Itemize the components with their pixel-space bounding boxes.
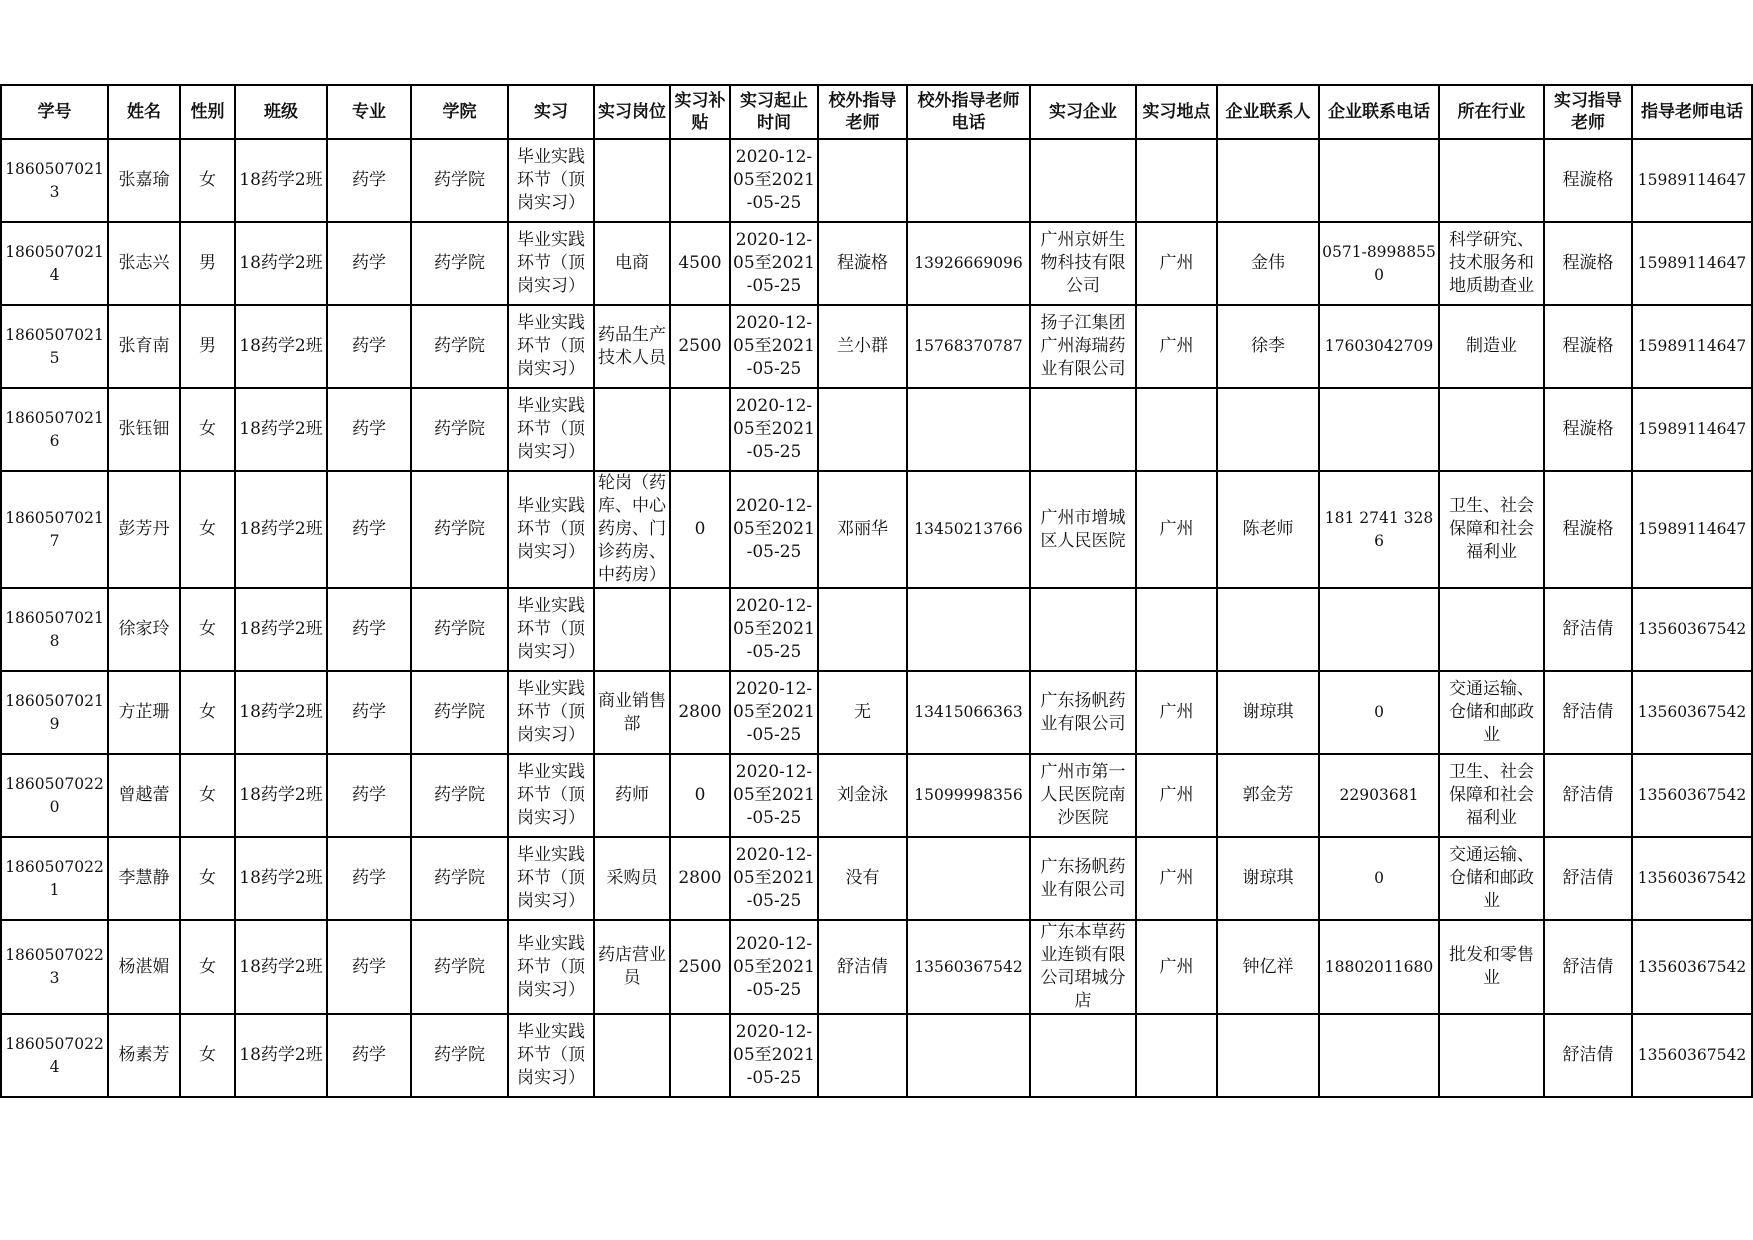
cell-place <box>1136 388 1217 471</box>
cell-period: 2020-12-05至2021-05-25 <box>730 222 818 305</box>
header-post: 实习岗位 <box>594 85 670 139</box>
cell-class: 18药学2班 <box>235 471 327 588</box>
cell-college: 药学院 <box>411 471 508 588</box>
cell-tutor: 程漩格 <box>1544 222 1632 305</box>
cell-company-phone: 0571-89988550 <box>1319 222 1439 305</box>
cell-class: 18药学2班 <box>235 139 327 222</box>
cell-company-phone <box>1319 388 1439 471</box>
header-company: 实习企业 <box>1030 85 1136 139</box>
cell-internship: 毕业实践环节（顶岗实习） <box>508 471 594 588</box>
cell-subsidy: 2800 <box>670 837 730 920</box>
cell-tutor: 舒洁倩 <box>1544 920 1632 1014</box>
cell-company-phone <box>1319 1014 1439 1097</box>
cell-tutor-phone: 15989114647 <box>1632 139 1752 222</box>
cell-tutor-phone: 13560367542 <box>1632 671 1752 754</box>
cell-external-tutor-phone <box>907 388 1030 471</box>
cell-name: 杨素芳 <box>108 1014 180 1097</box>
cell-class: 18药学2班 <box>235 837 327 920</box>
cell-sex: 男 <box>180 305 235 388</box>
cell-major: 药学 <box>327 305 411 388</box>
cell-post <box>594 588 670 671</box>
table-row <box>1 222 1752 305</box>
cell-place: 广州 <box>1136 305 1217 388</box>
cell-tutor-phone: 13560367542 <box>1632 920 1752 1014</box>
cell-industry <box>1439 388 1544 471</box>
cell-college: 药学院 <box>411 588 508 671</box>
cell-tutor: 程漩格 <box>1544 305 1632 388</box>
cell-post <box>594 388 670 471</box>
cell-period: 2020-12-05至2021-05-25 <box>730 671 818 754</box>
cell-sex: 女 <box>180 588 235 671</box>
cell-company-contact: 金伟 <box>1217 222 1319 305</box>
header-college: 学院 <box>411 85 508 139</box>
cell-student-id: 18605070215 <box>1 305 108 388</box>
cell-period: 2020-12-05至2021-05-25 <box>730 388 818 471</box>
cell-external-tutor: 没有 <box>818 837 907 920</box>
cell-internship: 毕业实践环节（顶岗实习） <box>508 837 594 920</box>
cell-student-id: 18605070213 <box>1 139 108 222</box>
cell-name: 张钰钿 <box>108 388 180 471</box>
cell-college: 药学院 <box>411 1014 508 1097</box>
cell-major: 药学 <box>327 388 411 471</box>
cell-company: 广州市第一人民医院南沙医院 <box>1030 754 1136 837</box>
cell-sex: 女 <box>180 139 235 222</box>
cell-company-contact: 谢琼琪 <box>1217 671 1319 754</box>
cell-tutor-phone: 15989114647 <box>1632 305 1752 388</box>
cell-subsidy: 2500 <box>670 920 730 1014</box>
cell-tutor-phone: 13560367542 <box>1632 588 1752 671</box>
cell-major: 药学 <box>327 1014 411 1097</box>
cell-subsidy <box>670 1014 730 1097</box>
cell-period: 2020-12-05至2021-05-25 <box>730 920 818 1014</box>
cell-college: 药学院 <box>411 139 508 222</box>
cell-name: 方芷珊 <box>108 671 180 754</box>
cell-student-id: 18605070224 <box>1 1014 108 1097</box>
cell-company-contact: 陈老师 <box>1217 471 1319 588</box>
cell-company-phone: 0 <box>1319 837 1439 920</box>
cell-class: 18药学2班 <box>235 920 327 1014</box>
cell-company-phone: 22903681 <box>1319 754 1439 837</box>
header-row <box>1 85 1752 139</box>
cell-place <box>1136 1014 1217 1097</box>
cell-company: 广东扬帆药业有限公司 <box>1030 837 1136 920</box>
cell-tutor: 舒洁倩 <box>1544 588 1632 671</box>
header-company-contact: 企业联系人 <box>1217 85 1319 139</box>
cell-sex: 女 <box>180 671 235 754</box>
cell-internship: 毕业实践环节（顶岗实习） <box>508 305 594 388</box>
cell-company-phone: 17603042709 <box>1319 305 1439 388</box>
cell-industry <box>1439 588 1544 671</box>
cell-external-tutor-phone <box>907 139 1030 222</box>
cell-place: 广州 <box>1136 671 1217 754</box>
cell-company-phone: 18802011680 <box>1319 920 1439 1014</box>
cell-internship: 毕业实践环节（顶岗实习） <box>508 754 594 837</box>
table-row <box>1 471 1752 588</box>
header-class: 班级 <box>235 85 327 139</box>
cell-industry: 交通运输、仓储和邮政业 <box>1439 671 1544 754</box>
cell-tutor: 程漩格 <box>1544 139 1632 222</box>
cell-post: 轮岗（药库、中心药房、门诊药房、中药房） <box>594 471 670 588</box>
cell-external-tutor <box>818 388 907 471</box>
cell-period: 2020-12-05至2021-05-25 <box>730 754 818 837</box>
cell-external-tutor: 刘金泳 <box>818 754 907 837</box>
cell-internship: 毕业实践环节（顶岗实习） <box>508 139 594 222</box>
cell-company: 广东本草药业连锁有限公司珺城分店 <box>1030 920 1136 1014</box>
cell-industry <box>1439 1014 1544 1097</box>
cell-post <box>594 1014 670 1097</box>
cell-company <box>1030 139 1136 222</box>
cell-sex: 男 <box>180 222 235 305</box>
header-tutor: 实习指导老师 <box>1544 85 1632 139</box>
cell-external-tutor <box>818 588 907 671</box>
cell-college: 药学院 <box>411 222 508 305</box>
cell-period: 2020-12-05至2021-05-25 <box>730 139 818 222</box>
cell-class: 18药学2班 <box>235 671 327 754</box>
cell-student-id: 18605070218 <box>1 588 108 671</box>
cell-industry: 卫生、社会保障和社会福利业 <box>1439 754 1544 837</box>
cell-company-contact <box>1217 588 1319 671</box>
header-industry: 所在行业 <box>1439 85 1544 139</box>
header-name: 姓名 <box>108 85 180 139</box>
header-external-tutor-phone: 校外指导老师电话 <box>907 85 1030 139</box>
table-row <box>1 588 1752 671</box>
cell-place: 广州 <box>1136 222 1217 305</box>
cell-tutor: 程漩格 <box>1544 471 1632 588</box>
cell-period: 2020-12-05至2021-05-25 <box>730 837 818 920</box>
cell-student-id: 18605070217 <box>1 471 108 588</box>
cell-post: 商业销售部 <box>594 671 670 754</box>
cell-external-tutor-phone <box>907 837 1030 920</box>
cell-place: 广州 <box>1136 837 1217 920</box>
cell-subsidy: 0 <box>670 754 730 837</box>
cell-tutor: 舒洁倩 <box>1544 754 1632 837</box>
cell-internship: 毕业实践环节（顶岗实习） <box>508 588 594 671</box>
cell-major: 药学 <box>327 471 411 588</box>
header-student-id: 学号 <box>1 85 108 139</box>
cell-tutor-phone: 13560367542 <box>1632 837 1752 920</box>
cell-tutor: 程漩格 <box>1544 388 1632 471</box>
cell-name: 彭芳丹 <box>108 471 180 588</box>
cell-college: 药学院 <box>411 754 508 837</box>
cell-company-contact <box>1217 388 1319 471</box>
cell-external-tutor-phone: 15768370787 <box>907 305 1030 388</box>
cell-period: 2020-12-05至2021-05-25 <box>730 588 818 671</box>
cell-external-tutor-phone: 13450213766 <box>907 471 1030 588</box>
cell-external-tutor-phone <box>907 588 1030 671</box>
cell-company <box>1030 1014 1136 1097</box>
cell-post: 药品生产技术人员 <box>594 305 670 388</box>
cell-tutor-phone: 13560367542 <box>1632 754 1752 837</box>
table-row <box>1 139 1752 222</box>
cell-external-tutor: 邓丽华 <box>818 471 907 588</box>
cell-name: 张志兴 <box>108 222 180 305</box>
internship-table <box>0 84 1753 1098</box>
cell-company-contact: 郭金芳 <box>1217 754 1319 837</box>
cell-company: 广东扬帆药业有限公司 <box>1030 671 1136 754</box>
cell-company: 广州京妍生物科技有限公司 <box>1030 222 1136 305</box>
header-period: 实习起止时间 <box>730 85 818 139</box>
cell-name: 杨湛媚 <box>108 920 180 1014</box>
cell-industry <box>1439 139 1544 222</box>
cell-class: 18药学2班 <box>235 1014 327 1097</box>
cell-external-tutor: 无 <box>818 671 907 754</box>
cell-post: 采购员 <box>594 837 670 920</box>
cell-student-id: 18605070216 <box>1 388 108 471</box>
cell-major: 药学 <box>327 139 411 222</box>
cell-major: 药学 <box>327 671 411 754</box>
header-sex: 性别 <box>180 85 235 139</box>
cell-company-phone: 181 2741 3286 <box>1319 471 1439 588</box>
cell-class: 18药学2班 <box>235 305 327 388</box>
cell-external-tutor <box>818 139 907 222</box>
cell-place <box>1136 139 1217 222</box>
cell-period: 2020-12-05至2021-05-25 <box>730 305 818 388</box>
cell-name: 曾越蕾 <box>108 754 180 837</box>
cell-college: 药学院 <box>411 920 508 1014</box>
header-place: 实习地点 <box>1136 85 1217 139</box>
cell-name: 李慧静 <box>108 837 180 920</box>
cell-internship: 毕业实践环节（顶岗实习） <box>508 222 594 305</box>
cell-period: 2020-12-05至2021-05-25 <box>730 1014 818 1097</box>
cell-name: 徐家玲 <box>108 588 180 671</box>
cell-major: 药学 <box>327 837 411 920</box>
cell-name: 张育南 <box>108 305 180 388</box>
cell-subsidy <box>670 588 730 671</box>
cell-company-contact <box>1217 139 1319 222</box>
cell-external-tutor <box>818 1014 907 1097</box>
cell-internship: 毕业实践环节（顶岗实习） <box>508 388 594 471</box>
cell-name: 张嘉瑜 <box>108 139 180 222</box>
cell-company-contact: 谢琼琪 <box>1217 837 1319 920</box>
cell-company-phone: 0 <box>1319 671 1439 754</box>
cell-period: 2020-12-05至2021-05-25 <box>730 471 818 588</box>
cell-external-tutor-phone: 15099998356 <box>907 754 1030 837</box>
header-internship: 实习 <box>508 85 594 139</box>
cell-company-contact <box>1217 1014 1319 1097</box>
cell-college: 药学院 <box>411 388 508 471</box>
header-company-phone: 企业联系电话 <box>1319 85 1439 139</box>
cell-post: 药店营业员 <box>594 920 670 1014</box>
cell-sex: 女 <box>180 471 235 588</box>
cell-college: 药学院 <box>411 305 508 388</box>
cell-class: 18药学2班 <box>235 222 327 305</box>
cell-sex: 女 <box>180 754 235 837</box>
cell-student-id: 18605070219 <box>1 671 108 754</box>
cell-student-id: 18605070220 <box>1 754 108 837</box>
cell-tutor: 舒洁倩 <box>1544 671 1632 754</box>
cell-college: 药学院 <box>411 837 508 920</box>
cell-tutor-phone: 15989114647 <box>1632 388 1752 471</box>
cell-company <box>1030 388 1136 471</box>
cell-major: 药学 <box>327 222 411 305</box>
cell-student-id: 18605070214 <box>1 222 108 305</box>
table-row <box>1 671 1752 754</box>
cell-place: 广州 <box>1136 754 1217 837</box>
table-row <box>1 305 1752 388</box>
cell-post <box>594 139 670 222</box>
header-external-tutor: 校外指导老师 <box>818 85 907 139</box>
cell-tutor: 舒洁倩 <box>1544 1014 1632 1097</box>
header-tutor-phone: 指导老师电话 <box>1632 85 1752 139</box>
cell-subsidy <box>670 388 730 471</box>
cell-tutor-phone: 15989114647 <box>1632 471 1752 588</box>
table-row <box>1 754 1752 837</box>
cell-sex: 女 <box>180 837 235 920</box>
cell-sex: 女 <box>180 920 235 1014</box>
cell-company-contact: 徐李 <box>1217 305 1319 388</box>
cell-subsidy: 0 <box>670 471 730 588</box>
cell-class: 18药学2班 <box>235 754 327 837</box>
cell-sex: 女 <box>180 1014 235 1097</box>
cell-internship: 毕业实践环节（顶岗实习） <box>508 1014 594 1097</box>
cell-major: 药学 <box>327 920 411 1014</box>
table-row <box>1 388 1752 471</box>
cell-subsidy: 2500 <box>670 305 730 388</box>
cell-company-phone <box>1319 588 1439 671</box>
cell-class: 18药学2班 <box>235 388 327 471</box>
cell-external-tutor: 程漩格 <box>818 222 907 305</box>
cell-subsidy <box>670 139 730 222</box>
cell-internship: 毕业实践环节（顶岗实习） <box>508 671 594 754</box>
cell-internship: 毕业实践环节（顶岗实习） <box>508 920 594 1014</box>
table-row <box>1 920 1752 1014</box>
cell-major: 药学 <box>327 588 411 671</box>
cell-industry: 交通运输、仓储和邮政业 <box>1439 837 1544 920</box>
cell-company-phone <box>1319 139 1439 222</box>
header-subsidy: 实习补贴 <box>670 85 730 139</box>
cell-tutor-phone: 13560367542 <box>1632 1014 1752 1097</box>
cell-place <box>1136 588 1217 671</box>
cell-place: 广州 <box>1136 471 1217 588</box>
cell-industry: 批发和零售业 <box>1439 920 1544 1014</box>
cell-external-tutor: 兰小群 <box>818 305 907 388</box>
cell-industry: 制造业 <box>1439 305 1544 388</box>
table-row <box>1 1014 1752 1097</box>
cell-external-tutor-phone <box>907 1014 1030 1097</box>
cell-college: 药学院 <box>411 671 508 754</box>
cell-student-id: 18605070223 <box>1 920 108 1014</box>
cell-subsidy: 2800 <box>670 671 730 754</box>
cell-company: 广州市增城区人民医院 <box>1030 471 1136 588</box>
cell-sex: 女 <box>180 388 235 471</box>
cell-industry: 卫生、社会保障和社会福利业 <box>1439 471 1544 588</box>
cell-tutor: 舒洁倩 <box>1544 837 1632 920</box>
cell-external-tutor-phone: 13926669096 <box>907 222 1030 305</box>
cell-post: 药师 <box>594 754 670 837</box>
cell-external-tutor-phone: 13415066363 <box>907 671 1030 754</box>
cell-external-tutor: 舒洁倩 <box>818 920 907 1014</box>
cell-company <box>1030 588 1136 671</box>
header-major: 专业 <box>327 85 411 139</box>
cell-company: 扬子江集团广州海瑞药业有限公司 <box>1030 305 1136 388</box>
cell-industry: 科学研究、技术服务和地质勘查业 <box>1439 222 1544 305</box>
cell-major: 药学 <box>327 754 411 837</box>
cell-company-contact: 钟亿祥 <box>1217 920 1319 1014</box>
cell-tutor-phone: 15989114647 <box>1632 222 1752 305</box>
cell-subsidy: 4500 <box>670 222 730 305</box>
table-row <box>1 837 1752 920</box>
cell-class: 18药学2班 <box>235 588 327 671</box>
cell-external-tutor-phone: 13560367542 <box>907 920 1030 1014</box>
cell-student-id: 18605070221 <box>1 837 108 920</box>
cell-place: 广州 <box>1136 920 1217 1014</box>
cell-post: 电商 <box>594 222 670 305</box>
